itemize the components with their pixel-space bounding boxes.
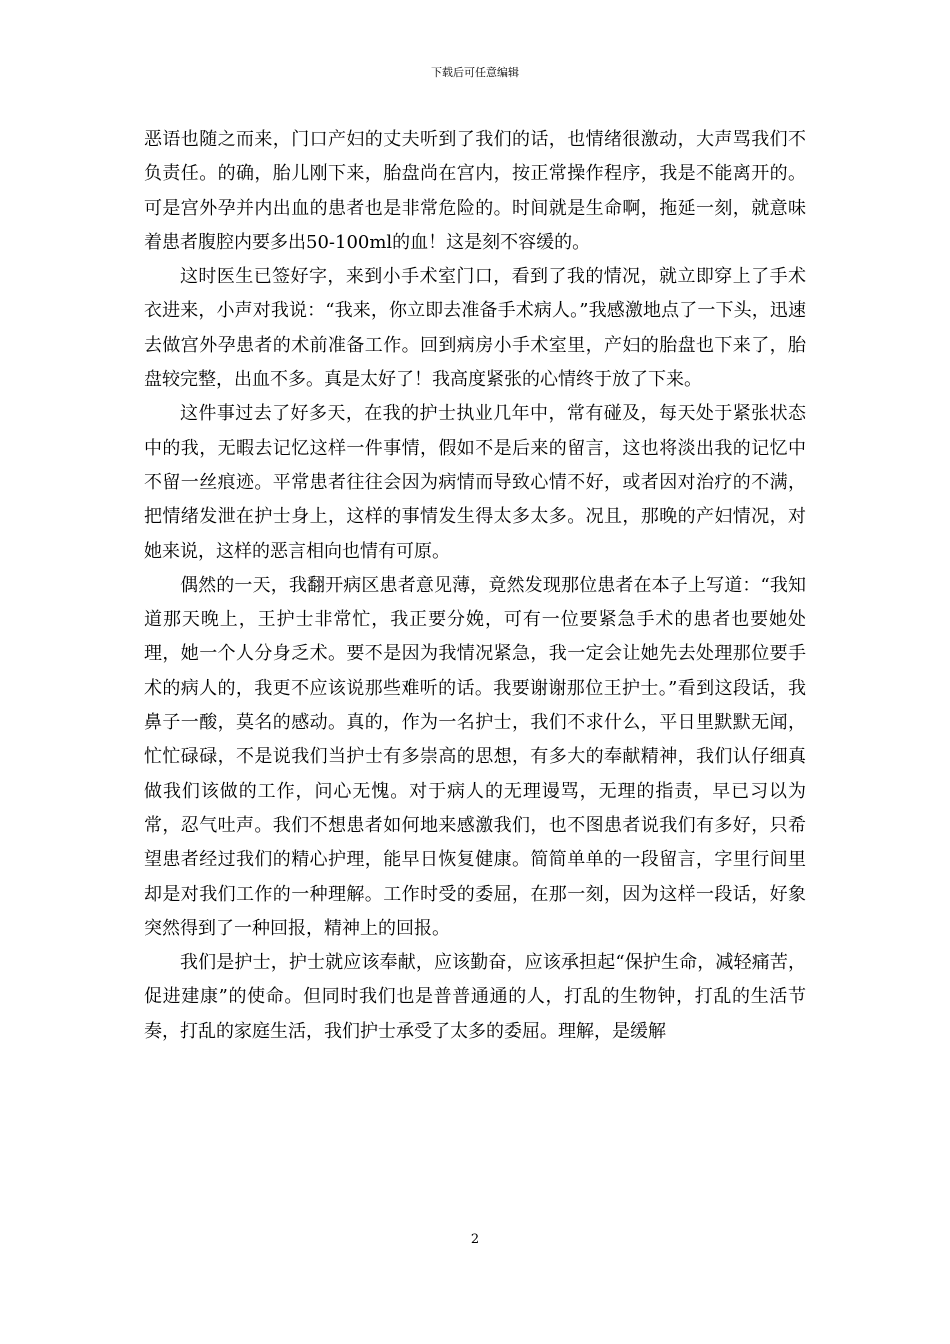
paragraph-4: 偶然的一天，我翻开病区患者意见薄，竟然发现那位患者在本子上写道：“我知道那天晚上，王护士非常忙，我正要分娩，可有一位要紧急手术的患者也要她处理，她一个人分身乏术。要不是因为我情况紧急，我一定会让她先去处理那位要手术的病人的，我更不应该说那些难听的话。我要谢谢那位王护士。”看到这段话，我鼻子一酸，莫名的感动。真的，作为一名护士，我们不求什么，平日里默默无闻，忙忙碌碌，不是说我们当护士有多崇高的思想，有多大的奉献精神，我们认仔细真做我们该做的工作，问心无愧。对于病人的无理谩骂，无理的指责，早已习以为常，忍气吐声。我们不想患者如何地来感激我们，也不图患者说我们有多好，只希望患者经过我们的精心护理，能早日恢复健康。简简单单的一段留言，字里行间里却是对我们工作的一种理解。工作时受的委屈，在那一刻，因为这样一段话，好象突然得到了一种回报，精神上的回报。: [144, 574, 806, 939]
paragraph-2: 这时医生已签好字，来到小手术室门口，看到了我的情况，就立即穿上了手术衣进来，小声对我说：“我来，你立即去准备手术病人。”我感激地点了一下头，迅速去做宫外孕患者的术前准备工作。回到病房小手术室里，产妇的胎盘也下来了，胎盘较完整，出血不多。真是太好了！我高度紧张的心情终于放了下来。: [144, 266, 806, 391]
paragraph-3: 这件事过去了好多天，在我的护士执业几年中，常有碰及，每天处于紧张状态中的我，无暇去记忆这样一件事情，假如不是后来的留言，这也将淡出我的记忆中不留一丝痕迹。平常患者往往会因为病情而导致心情不好，或者因对治疗的不满，把情绪发泄在护士身上，这样的事情发生得太多太多。况且，那晚的产妇情况，对她来说，这样的恶言相向也情有可原。: [144, 403, 806, 562]
paragraph-5: 我们是护士，护士就应该奉献，应该勤奋，应该承担起“保护生命，减轻痛苦，促进建康”的使命。但同时我们也是普普通通的人，打乱的生物钟，打乱的生活节奏，打乱的家庭生活，我们护士承受了太多的委屈。理解，是缓解: [144, 952, 806, 1042]
page-header: 下载后可任意编辑: [431, 66, 519, 79]
paragraph-1: 恶语也随之而来，门口产妇的丈夫听到了我们的话，也情绪很激动，大声骂我们不负责任。的确，胎儿刚下来，胎盘尚在宫内，按正常操作程序，我是不能离开的。可是宫外孕并内出血的患者也是非常危险的。时间就是生命啊，拖延一刻，就意味着患者腹腔内要多出50-100ml的血！这是刻不容缓的。: [144, 129, 806, 253]
page-number: 2: [470, 1232, 480, 1247]
document-body: [144, 123, 806, 1049]
